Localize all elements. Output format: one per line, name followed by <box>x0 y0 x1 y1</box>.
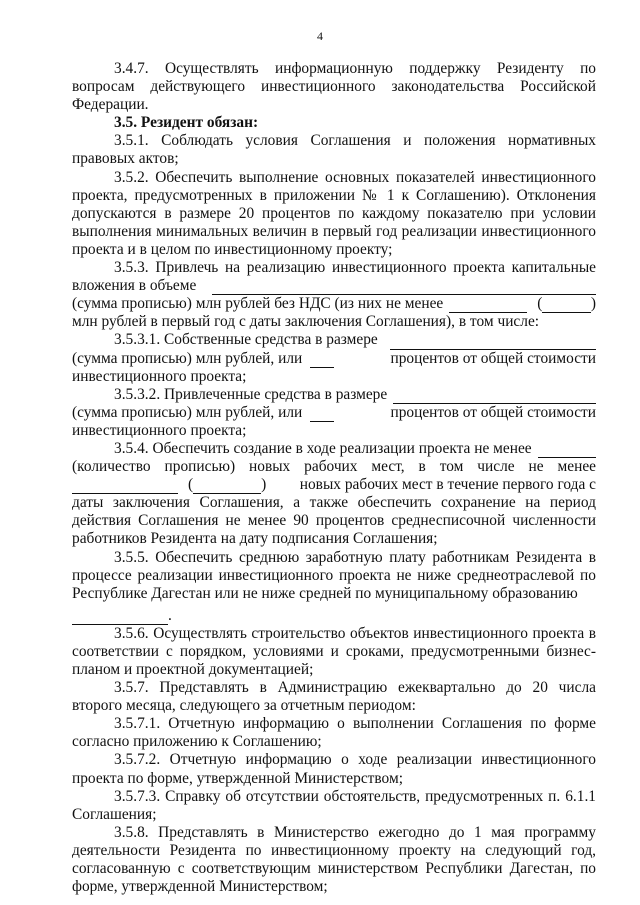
first-year-amount-words-blank <box>542 299 590 313</box>
clause-3-5-4: 3.5.4. Обеспечить создание в ходе реализации проекта не менее (количество прописью) новых рабочих мест, в том числе не менее ( ) новых рабочих мест в течение первого года с даты заключения Соглашения, а также обеспечить сохранение на период действия Соглашения не менее 90 процентов среднесписочной численности работников Резидента на дату подписания Соглашения; <box>72 439 596 548</box>
jobs-total-blank <box>538 444 596 458</box>
section-heading-3-5: 3.5. Резидент обязан: <box>114 114 259 132</box>
first-year-jobs-words-blank <box>193 480 261 494</box>
clause-3-5-7-2: 3.5.7.2. Отчетную информацию о ходе реализации инвестиционного проекта по форме, утвержденной Министерством; <box>72 751 596 787</box>
own-funds-percent-blank <box>310 354 334 368</box>
clause-3-5-4-text-2: (количество прописью) новых рабочих мест, в том числе не менее <box>72 458 596 476</box>
clause-3-5-7-1: 3.5.7.1. Отчетную информацию о выполнении Соглашения по форме согласно приложению к Соглашению; <box>72 715 596 751</box>
clause-3-5-3-line-3: (сумма прописью) млн рублей без НДС (из них не менее ( ) <box>72 295 596 313</box>
clause-3-5-3-1 <box>72 331 596 385</box>
clause-3-5-3-1-text-2: (сумма прописью) млн рублей, или <box>72 349 303 367</box>
clause-3-4-7: 3.4.7. Осуществлять информационную поддержку Резиденту по вопросам действующего инвестиционного законодательства Российской Федерации. <box>72 60 596 114</box>
clause-3-5-3-1-text-1: 3.5.3.1. Собственные средства в размере <box>114 331 378 349</box>
clause-3-5-3-2-text-3: процентов от общей стоимости <box>390 403 596 421</box>
clause-3-5-2: 3.5.2. Обеспечить выполнение основных показателей инвестиционного проекта, предусмотренных в приложении № 1 к Соглашению). Отклонения допускаются в размере 20 процентов по каждому показателю при условии выполнения минимальных величин в первый год реализации инвестиционного проекта и в целом по инвестиционному проекту; <box>72 168 596 258</box>
clause-3-5-5: 3.5.5. Обеспечить среднюю заработную плату работникам Резидента в процессе реализации инвестиционного проекта не ниже среднеотраслевой по Республике Дагестан или не ниже средней по муниципальному образованию . <box>72 548 596 624</box>
clause-3-5-3-2-text-4: инвестиционного проекта; <box>72 421 247 439</box>
document-body <box>72 60 596 896</box>
clause-3-5-3-line-4: млн рублей в первый год с даты заключения Соглашения), в том числе: <box>72 313 540 331</box>
clause-3-5-4-text-3: новых рабочих мест в течение первого года с <box>299 476 596 494</box>
clause-3-5-3-text-3: (сумма прописью) млн рублей без НДС (из них не менее <box>72 295 444 313</box>
borrowed-funds-percent-blank <box>310 408 334 422</box>
clause-3-5-3-2-text-2: (сумма прописью) млн рублей, или <box>72 403 303 421</box>
page-number: 4 <box>317 29 323 43</box>
municipality-blank <box>72 611 168 625</box>
clause-3-5-7: 3.5.7. Представлять в Администрацию ежеквартально до 20 числа второго месяца, следующего за отчетным периодом: <box>72 679 596 715</box>
clause-3-5-4-text-4: даты заключения Соглашения, а также обеспечить сохранение на период действия Соглашения не менее 90 процентов среднесписочной численности работников Резидента на дату подписания Соглашения; <box>72 494 596 548</box>
clause-3-5-3-1-text-4: инвестиционного проекта; <box>72 367 247 385</box>
clause-3-5-8: 3.5.8. Представлять в Министерство ежегодно до 1 мая программу деятельности Резидента по инвестиционному проекту на следующий год, согласованную с соответствующим министерством Республики Дагестан, по форме, утвержденной Министерством; <box>72 823 596 896</box>
clause-3-5-3 <box>72 259 596 331</box>
clause-3-5-5-text: 3.5.5. Обеспечить среднюю заработную плату работникам Резидента в процессе реализации инвестиционного проекта не ниже среднеотраслевой по Республике Дагестан или не ниже средней по муниципальному образованию <box>72 548 596 602</box>
clause-3-5-7-3: 3.5.7.3. Справку об отсутствии обстоятельств, предусмотренных п. 6.1.1 Соглашения; <box>72 787 596 823</box>
clause-3-5-4-text-1: 3.5.4. Обеспечить создание в ходе реализации проекта не менее <box>114 439 532 457</box>
clause-3-5-3-text-2: вложения в объеме <box>72 277 197 295</box>
own-funds-blank <box>390 336 596 350</box>
borrowed-funds-blank <box>393 390 596 404</box>
investment-volume-blank <box>212 281 596 295</box>
clause-3-5-3-2 <box>72 386 596 440</box>
first-year-jobs-blank <box>72 480 178 494</box>
clause-3-5-3-2-text-1: 3.5.3.2. Привлеченные средства в размере <box>114 385 388 403</box>
clause-3-5-3-line-1: 3.5.3. Привлечь на реализацию инвестиционного проекта капитальные <box>114 259 596 277</box>
clause-3-5-3-1-text-3: процентов от общей стоимости <box>390 349 596 367</box>
first-year-amount-blank <box>449 299 527 313</box>
clause-3-5-3-line-2 <box>72 277 596 295</box>
clause-3-5-6: 3.5.6. Осуществлять строительство объектов инвестиционного проекта в соответствии с порядком, условиями и сроками, предусмотренными бизнес-планом и проектной документацией; <box>72 624 596 678</box>
clause-3-5-1: 3.5.1. Соблюдать условия Соглашения и положения нормативных правовых актов; <box>72 132 596 168</box>
